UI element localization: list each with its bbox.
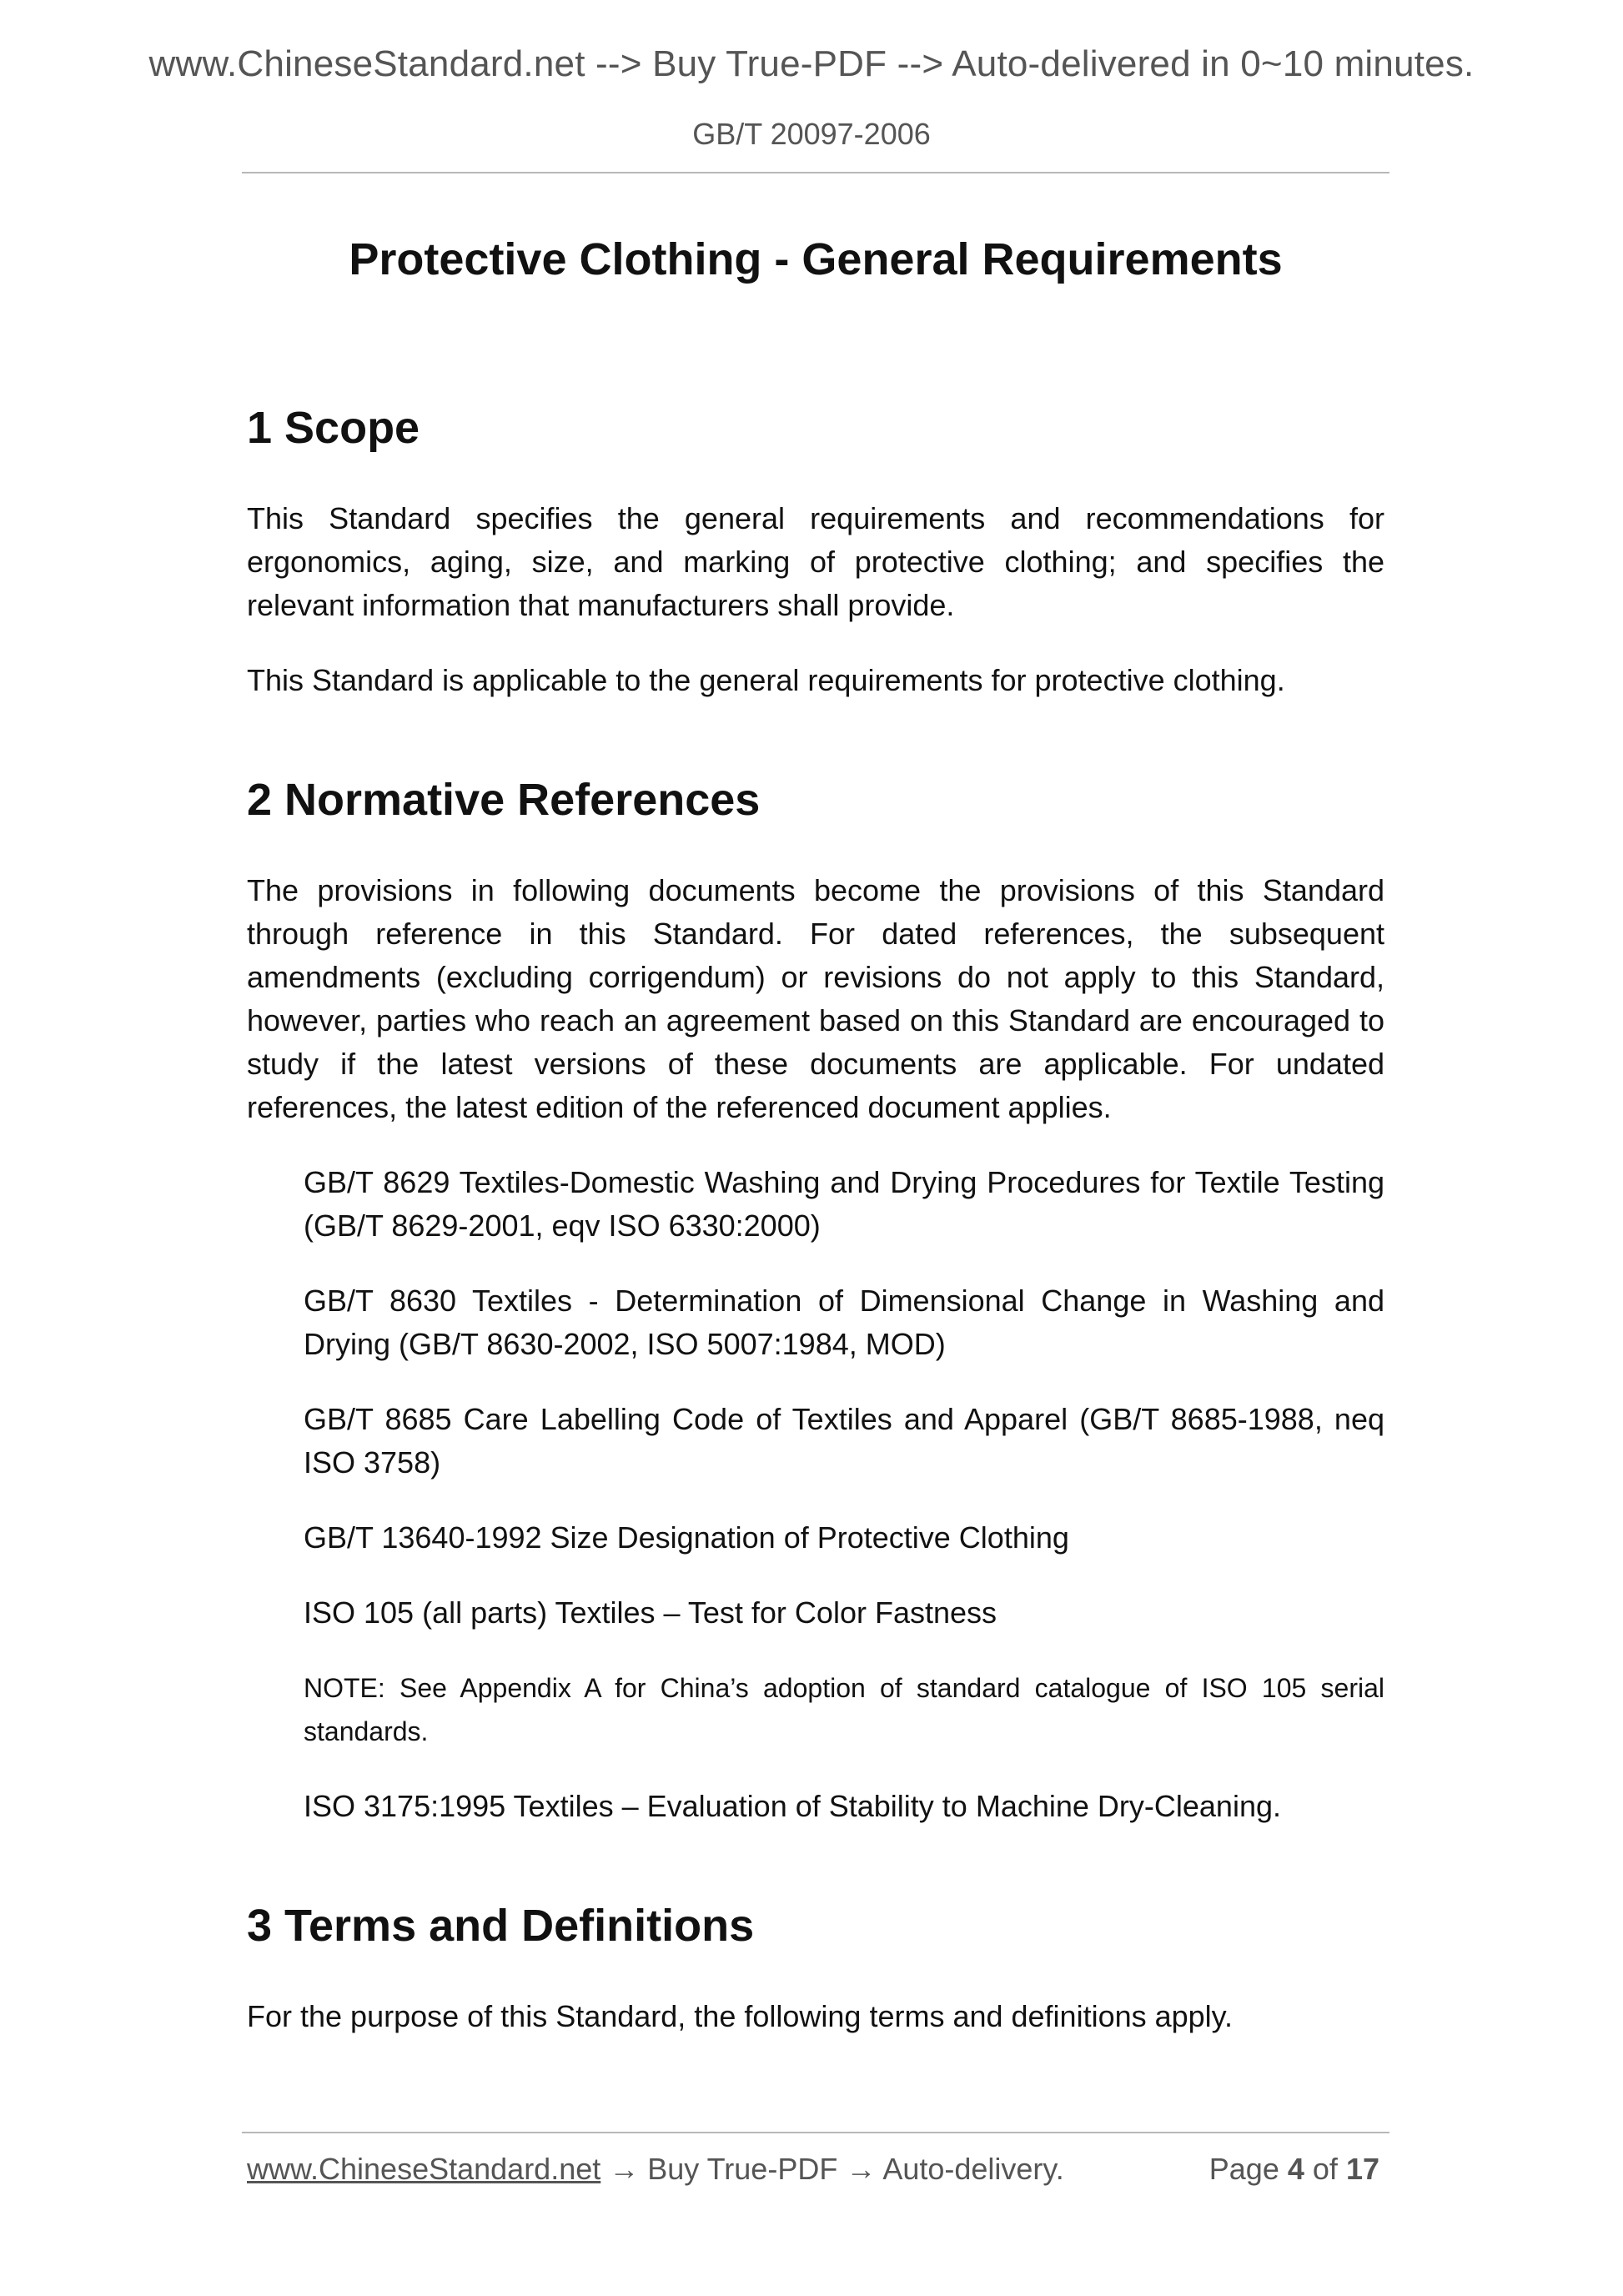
footer-delivery-label: → Buy True-PDF → Auto-delivery.	[600, 2152, 1064, 2186]
page-footer	[247, 2152, 1379, 2187]
reference-item: GB/T 8630 Textiles - Determination of Dimensional Change in Washing and Drying (GB/T 8630-2002, ISO 5007:1984, MOD)	[304, 1284, 1384, 1361]
page-indicator	[1209, 2152, 1379, 2187]
reference-item: GB/T 8629 Textiles-Domestic Washing and Drying Procedures for Textile Testing (GB/T 8629-2001, eqv ISO 6330:2000)	[304, 1165, 1384, 1243]
reference-item: GB/T 8685 Care Labelling Code of Textiles and Apparel (GB/T 8685-1988, neq ISO 3758)	[304, 1402, 1384, 1480]
reference-item: ISO 105 (all parts) Textiles – Test for Color Fastness	[304, 1595, 997, 1630]
page-total: 17	[1345, 2152, 1379, 2186]
section-heading-normative-references: 2 Normative References	[247, 775, 761, 825]
footer-delivery-text	[247, 2152, 1064, 2187]
standard-code: GB/T 20097-2006	[692, 117, 931, 151]
top-banner: www.ChineseStandard.net --> Buy True-PDF --> Auto-delivered in 0~10 minutes.	[148, 43, 1475, 84]
page-label: Page	[1208, 2152, 1279, 2186]
normative-intro: The provisions in following documents become the provisions of this Standard through reference in this Standard. For dated references, the subsequent amendments (excluding corrigendum) or revisions do not apply to this Standard, however, parties who reach an agreement based on this Standard are encouraged to study if the latest versions of these documents are applicable. For undated references, the latest edition of the referenced document applies.	[247, 873, 1384, 1124]
of-label: of	[1312, 2152, 1338, 2186]
section-heading-scope: 1 Scope	[247, 403, 420, 453]
reference-item: GB/T 13640-1992 Size Designation of Protective Clothing	[304, 1520, 1069, 1555]
document-title: Protective Clothing - General Requirements	[349, 234, 1283, 284]
page-number: 4	[1287, 2152, 1304, 2186]
reference-note: NOTE: See Appendix A for China’s adoption of standard catalogue of ISO 105 serial standards.	[304, 1673, 1384, 1746]
header-divider	[242, 172, 1389, 173]
section-heading-terms-definitions: 3 Terms and Definitions	[247, 1901, 755, 1951]
scope-paragraph-1: This Standard specifies the general requirements and recommendations for ergonomics, aging, size, and marking of protective clothing; and specifies the relevant information that manufacturers shall provide.	[247, 501, 1384, 622]
footer-site-link[interactable]: www.ChineseStandard.net	[247, 2152, 601, 2186]
terms-paragraph-1: For the purpose of this Standard, the following terms and definitions apply.	[247, 1999, 1234, 2033]
document-body	[247, 234, 1384, 2070]
footer-divider	[242, 2132, 1389, 2133]
reference-item: ISO 3175:1995 Textiles – Evaluation of Stability to Machine Dry-Cleaning.	[304, 1789, 1281, 1823]
scope-paragraph-2: This Standard is applicable to the general requirements for protective clothing.	[247, 663, 1285, 697]
